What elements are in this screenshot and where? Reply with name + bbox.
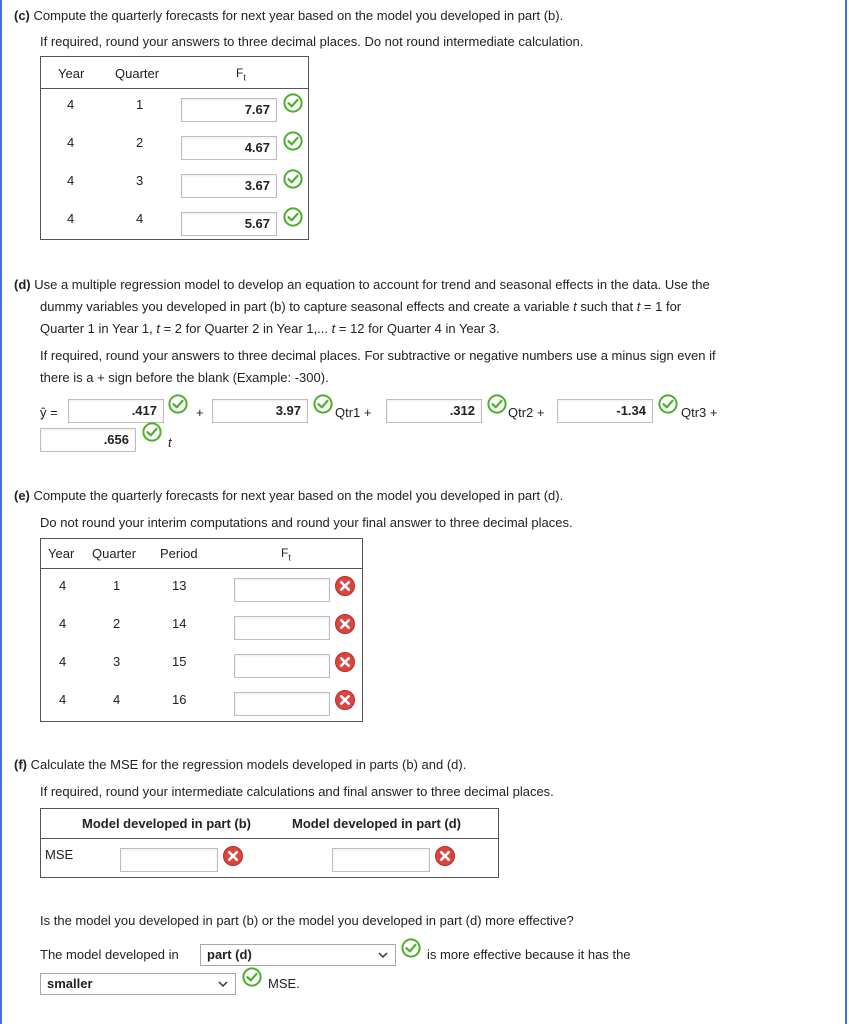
part-d-line3: Quarter 1 in Year 1, t = 2 for Quarter 2 in Year 1,... t = 12 for Quarter 4 in Year 3. (40, 321, 500, 336)
year-cell: 4 (67, 97, 75, 112)
x-icon (434, 845, 456, 867)
year-cell: 4 (59, 578, 67, 593)
model-select-value: part (d) (207, 947, 252, 962)
col-year: Year (48, 546, 75, 561)
check-icon (401, 938, 421, 958)
qtr2-label: Qtr2 + (508, 405, 545, 420)
quarter-cell: 3 (136, 173, 144, 188)
col-period: Period (160, 546, 198, 561)
forecast-input[interactable]: 3.67 (181, 174, 277, 198)
forecast-input[interactable]: 5.67 (181, 212, 277, 236)
quarter-cell: 3 (113, 654, 121, 669)
year-cell: 4 (59, 692, 67, 707)
part-d-instr1: If required, round your answers to three decimal places. For subtractive or negative numbers use a minus sign even if (40, 348, 716, 363)
x-icon (334, 651, 356, 673)
qtr1-label: Qtr1 + (335, 405, 372, 420)
answer-mid: is more effective because it has the (427, 947, 631, 962)
t-label: t (168, 435, 172, 450)
forecast-input[interactable]: 4.67 (181, 136, 277, 160)
mse-d-input[interactable] (332, 848, 430, 872)
coef-qtr2-input[interactable]: .312 (386, 399, 482, 423)
mse-compare-select[interactable] (40, 973, 236, 995)
answer-prefix: The model developed in (40, 947, 179, 962)
forecast-input[interactable]: 7.67 (181, 98, 277, 122)
x-icon (334, 575, 356, 597)
col-ft: $F_t$ (281, 546, 291, 563)
period-cell: 13 (172, 578, 187, 593)
x-icon (334, 613, 356, 635)
col-quarter: Quarter (92, 546, 137, 561)
effectiveness-question: Is the model you developed in part (b) or the model you developed in part (d) more effective? (40, 913, 574, 928)
quarter-cell: 4 (113, 692, 121, 707)
quarter-cell: 2 (136, 135, 144, 150)
part-e-instruction: Do not round your interim computations and round your final answer to three decimal places. (40, 515, 573, 530)
check-icon (283, 93, 303, 113)
period-cell: 16 (172, 692, 187, 707)
col-ft: $F_t$ (236, 66, 246, 83)
yhat-label: ŷ = (40, 405, 58, 420)
part-d-line2: dummy variables you developed in part (b) to capture seasonal effects and create a variable t such that t = 1 for (40, 299, 682, 314)
plus-sign: + (196, 405, 204, 420)
part-c-heading: (c) Compute the quarterly forecasts for next year based on the model you developed in part (b). (14, 8, 564, 23)
mse-b-input[interactable] (120, 848, 218, 872)
quarter-cell: 1 (113, 578, 121, 593)
check-icon (242, 967, 262, 987)
mse-compare-value: smaller (47, 976, 93, 991)
quarter-cell: 1 (136, 97, 144, 112)
check-icon (313, 394, 333, 414)
x-icon (334, 689, 356, 711)
mse-row-label: MSE (45, 847, 74, 862)
check-icon (283, 207, 303, 227)
part-e-heading: (e) Compute the quarterly forecasts for next year based on the model you developed in part (d). (14, 488, 564, 503)
quarter-cell: 2 (113, 616, 121, 631)
check-icon (283, 169, 303, 189)
model-select[interactable] (200, 944, 396, 966)
forecast-input[interactable] (234, 692, 330, 716)
coef-t-input[interactable]: .656 (40, 428, 136, 452)
year-cell: 4 (67, 211, 75, 226)
forecast-input[interactable] (234, 616, 330, 640)
check-icon (283, 131, 303, 151)
part-d-instr2: there is a + sign before the blank (Example: -300). (40, 370, 329, 385)
x-icon (222, 845, 244, 867)
qtr3-label: Qtr3 + (681, 405, 718, 420)
answer-suffix: MSE. (268, 976, 300, 991)
period-cell: 15 (172, 654, 187, 669)
year-cell: 4 (59, 654, 67, 669)
col-quarter: Quarter (115, 66, 160, 81)
coef-intercept-input[interactable]: .417 (68, 399, 164, 423)
coef-qtr1-input[interactable]: 3.97 (212, 399, 308, 423)
part-d-heading: (d) Use a multiple regression model to develop an equation to account for trend and seasonal effects in the data. Use the (14, 277, 710, 292)
period-cell: 14 (172, 616, 187, 631)
col-model-d: Model developed in part (d) (292, 816, 462, 831)
coef-qtr3-input[interactable]: -1.34 (557, 399, 653, 423)
part-f-instruction: If required, round your intermediate calculations and final answer to three decimal places. (40, 784, 554, 799)
check-icon (142, 422, 162, 442)
chevron-down-icon (377, 949, 389, 961)
part-c-instruction: If required, round your answers to three decimal places. Do not round intermediate calculation. (40, 34, 584, 49)
quarter-cell: 4 (136, 211, 144, 226)
forecast-input[interactable] (234, 578, 330, 602)
check-icon (168, 394, 188, 414)
col-year: Year (58, 66, 85, 81)
year-cell: 4 (59, 616, 67, 631)
col-model-b: Model developed in part (b) (82, 816, 252, 831)
year-cell: 4 (67, 173, 75, 188)
year-cell: 4 (67, 135, 75, 150)
part-f-heading: (f) Calculate the MSE for the regression models developed in parts (b) and (d). (14, 757, 467, 772)
check-icon (658, 394, 678, 414)
forecast-input[interactable] (234, 654, 330, 678)
check-icon (487, 394, 507, 414)
chevron-down-icon (217, 978, 229, 990)
